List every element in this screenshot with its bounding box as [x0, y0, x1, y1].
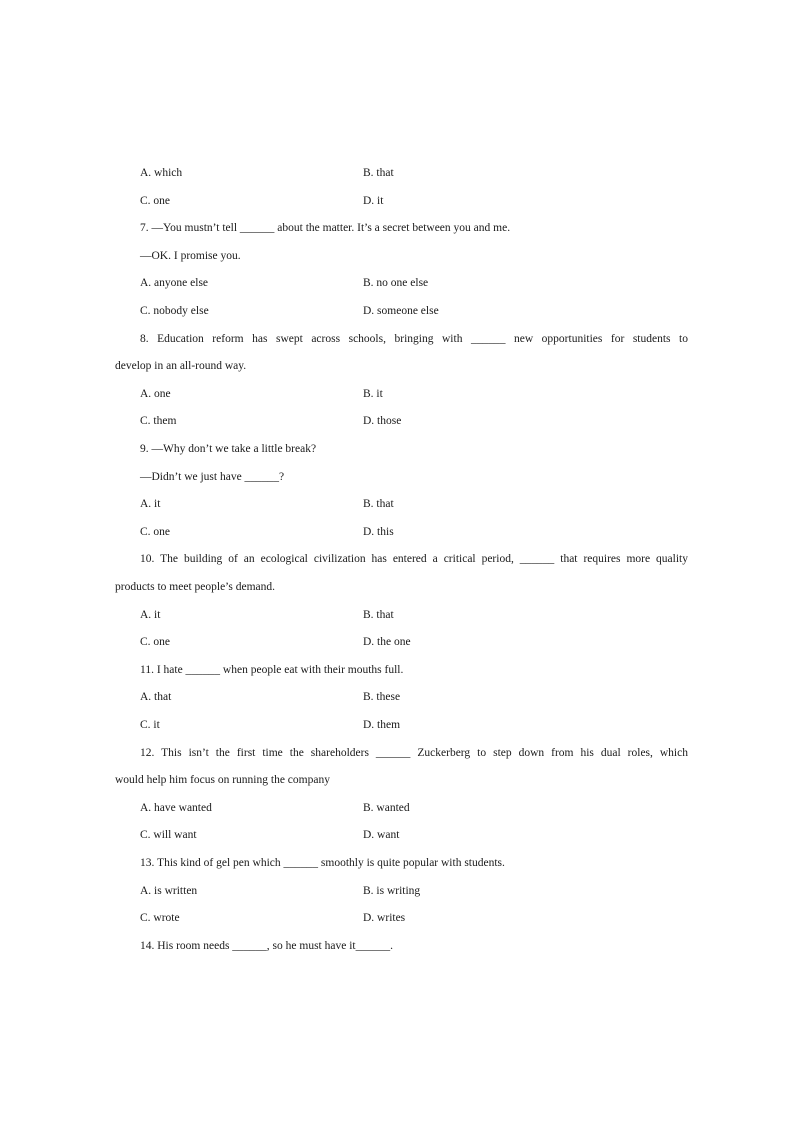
option-left: A. which: [140, 167, 183, 179]
question-stem-continuation: would help him focus on running the company: [115, 774, 330, 786]
option-right: B. wanted: [363, 802, 410, 814]
option-right: B. is writing: [363, 885, 421, 897]
option-right: D. it: [363, 195, 384, 207]
question-stem-continuation: products to meet people’s demand.: [115, 581, 276, 593]
option-right: B. it: [363, 388, 383, 400]
question-stem: 9. —Why don’t we take a little break?: [140, 443, 317, 455]
option-left: A. is written: [140, 885, 198, 897]
option-right: D. them: [363, 719, 401, 731]
question-stem: 10. The building of an ecological civilization has entered a critical period, ______ that requires more quality: [140, 553, 688, 565]
option-right: B. no one else: [363, 277, 429, 289]
option-right: D. this: [363, 526, 394, 538]
option-left: A. have wanted: [140, 802, 212, 814]
option-left: A. it: [140, 498, 161, 510]
option-right: D. writes: [363, 912, 406, 924]
option-right: B. that: [363, 498, 394, 510]
option-left: A. anyone else: [140, 277, 209, 289]
question-stem: 14. His room needs ______, so he must have it______.: [140, 940, 393, 952]
option-right: B. that: [363, 609, 394, 621]
option-left: A. that: [140, 691, 172, 703]
question-stem: 13. This kind of gel pen which ______ smoothly is quite popular with students.: [140, 857, 505, 869]
question-stem: —OK. I promise you.: [140, 250, 241, 262]
option-left: A. it: [140, 609, 161, 621]
option-right: D. want: [363, 829, 400, 841]
option-left: C. wrote: [140, 912, 180, 924]
question-stem: 12. This isn’t the first time the shareholders ______ Zuckerberg to step down from his dual roles, which: [140, 747, 688, 759]
option-left: A. one: [140, 388, 171, 400]
option-left: C. one: [140, 636, 171, 648]
option-right: D. someone else: [363, 305, 439, 317]
option-right: B. these: [363, 691, 401, 703]
question-stem: 11. I hate ______ when people eat with their mouths full.: [140, 664, 404, 676]
option-left: C. it: [140, 719, 160, 731]
option-left: C. nobody else: [140, 305, 209, 317]
option-left: C. will want: [140, 829, 197, 841]
option-left: C. one: [140, 195, 171, 207]
question-stem: —Didn’t we just have ______?: [140, 471, 285, 483]
question-stem: 7. —You mustn’t tell ______ about the matter. It’s a secret between you and me.: [140, 222, 511, 234]
question-stem-continuation: develop in an all-round way.: [115, 360, 247, 372]
option-right: D. those: [363, 415, 402, 427]
option-right: D. the one: [363, 636, 411, 648]
option-left: C. them: [140, 415, 177, 427]
question-stem: 8. Education reform has swept across schools, bringing with ______ new opportunities for students to: [140, 333, 688, 345]
option-left: C. one: [140, 526, 171, 538]
option-right: B. that: [363, 167, 394, 179]
